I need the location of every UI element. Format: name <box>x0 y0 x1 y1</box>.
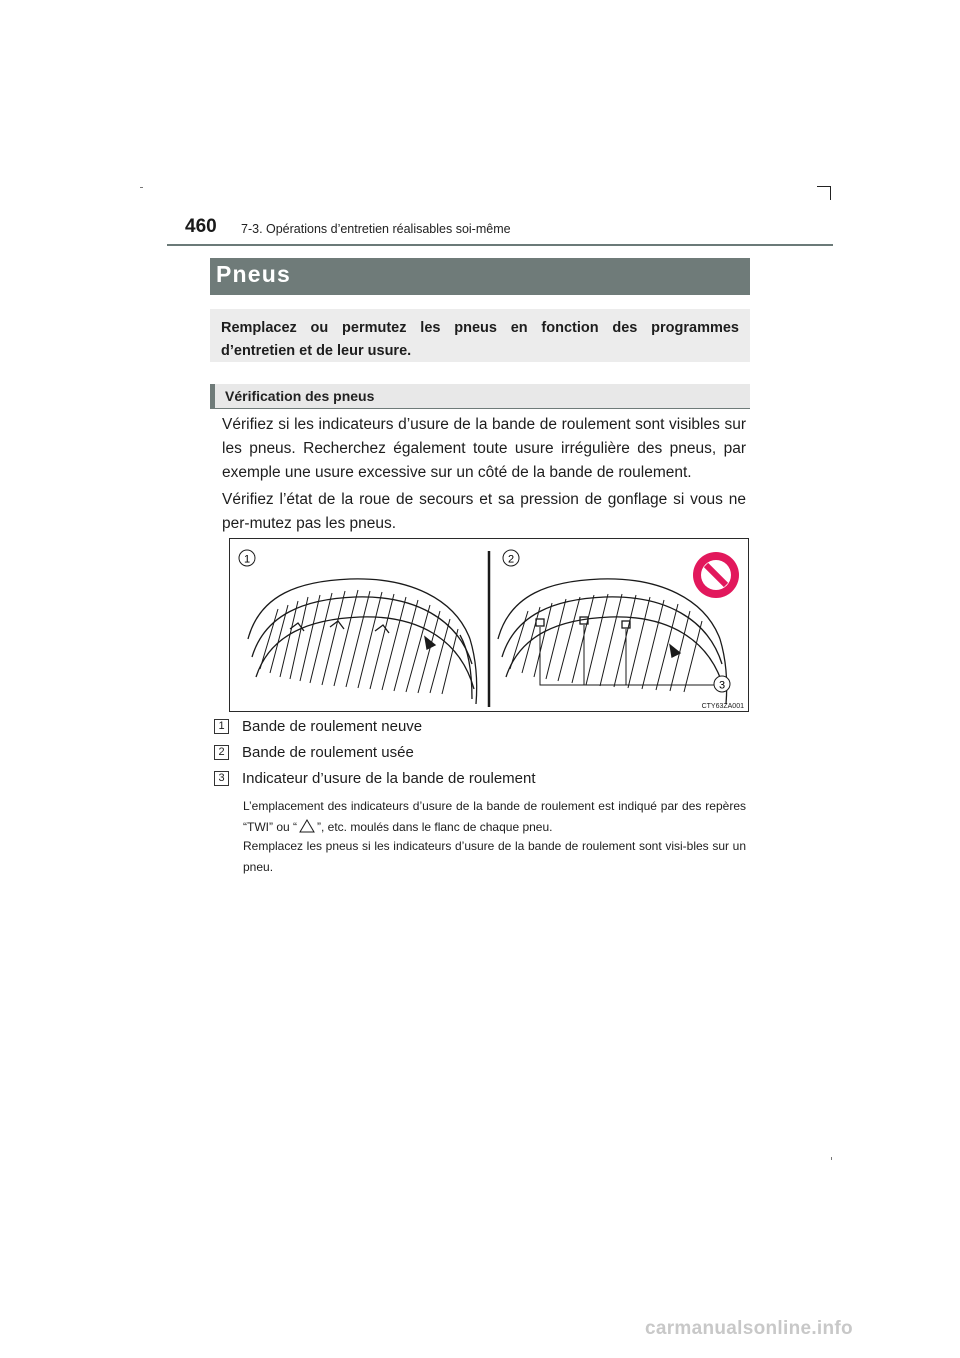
note-text: L’emplacement des indicateurs d’usure de la bande de roulement est indiqué par des repères “TWI” ou “ <box>243 799 746 834</box>
note: Remplacez les pneus si les indicateurs d’usure de la bande de roulement sont visi-bles sur un pneu. <box>243 839 746 874</box>
triangle-icon <box>299 819 315 833</box>
legend-number: 3 <box>214 771 229 786</box>
title-bar <box>210 258 750 295</box>
paragraph: Vérifiez si les indicateurs d’usure de la bande de roulement sont visibles sur les pneus. Recherchez également toute usure irrégulière des pneus, par exemple une usure excessive sur un côté de la bande de roulement. <box>222 416 746 481</box>
section-reference: 7-3. Opérations d’entretien réalisables soi-même <box>241 222 511 236</box>
heading-accent <box>210 384 215 408</box>
crop-mark <box>817 186 831 187</box>
intro-box: Remplacez ou permutez les pneus en fonction des programmes d’entretien et de leur usure. <box>210 309 750 362</box>
legend-label: Bande de roulement neuve <box>242 718 423 735</box>
tire-illustration <box>229 538 749 712</box>
legend-number: 2 <box>214 745 229 760</box>
watermark: carmanualsonline.info <box>645 1318 853 1339</box>
legend-label: Indicateur d’usure de la bande de roulement <box>242 770 536 787</box>
subsection-heading <box>210 384 750 408</box>
subsection-title: Vérification des pneus <box>225 388 375 404</box>
crop-mark <box>140 187 143 188</box>
page-number: 460 <box>185 216 217 237</box>
crop-mark <box>831 1157 832 1160</box>
svg-text:3: 3 <box>718 679 726 692</box>
prohibited-icon <box>693 552 739 598</box>
paragraph: Vérifiez l’état de la roue de secours et sa pression de gonflage si vous ne per-mutez pas les pneus. <box>222 491 746 532</box>
svg-text:2: 2 <box>507 553 515 566</box>
callout-1 <box>239 550 255 566</box>
note <box>243 796 746 838</box>
new-tread-tire <box>248 579 477 704</box>
callout-2 <box>503 550 519 566</box>
tire-drawing <box>230 539 750 713</box>
figure-code: CTY63ZA001 <box>701 703 744 710</box>
legend-label: Bande de roulement usée <box>242 744 414 761</box>
header-rule <box>167 244 833 246</box>
note-text: ”, etc. moulés dans le flanc de chaque pneu. <box>317 820 553 834</box>
subsection-rule <box>210 408 750 409</box>
worn-tread-tire <box>498 579 727 704</box>
svg-text:1: 1 <box>243 553 251 566</box>
legend-number: 1 <box>214 719 229 734</box>
crop-mark <box>830 186 831 200</box>
page-title: Pneus <box>216 261 292 287</box>
callout-3 <box>714 676 730 692</box>
